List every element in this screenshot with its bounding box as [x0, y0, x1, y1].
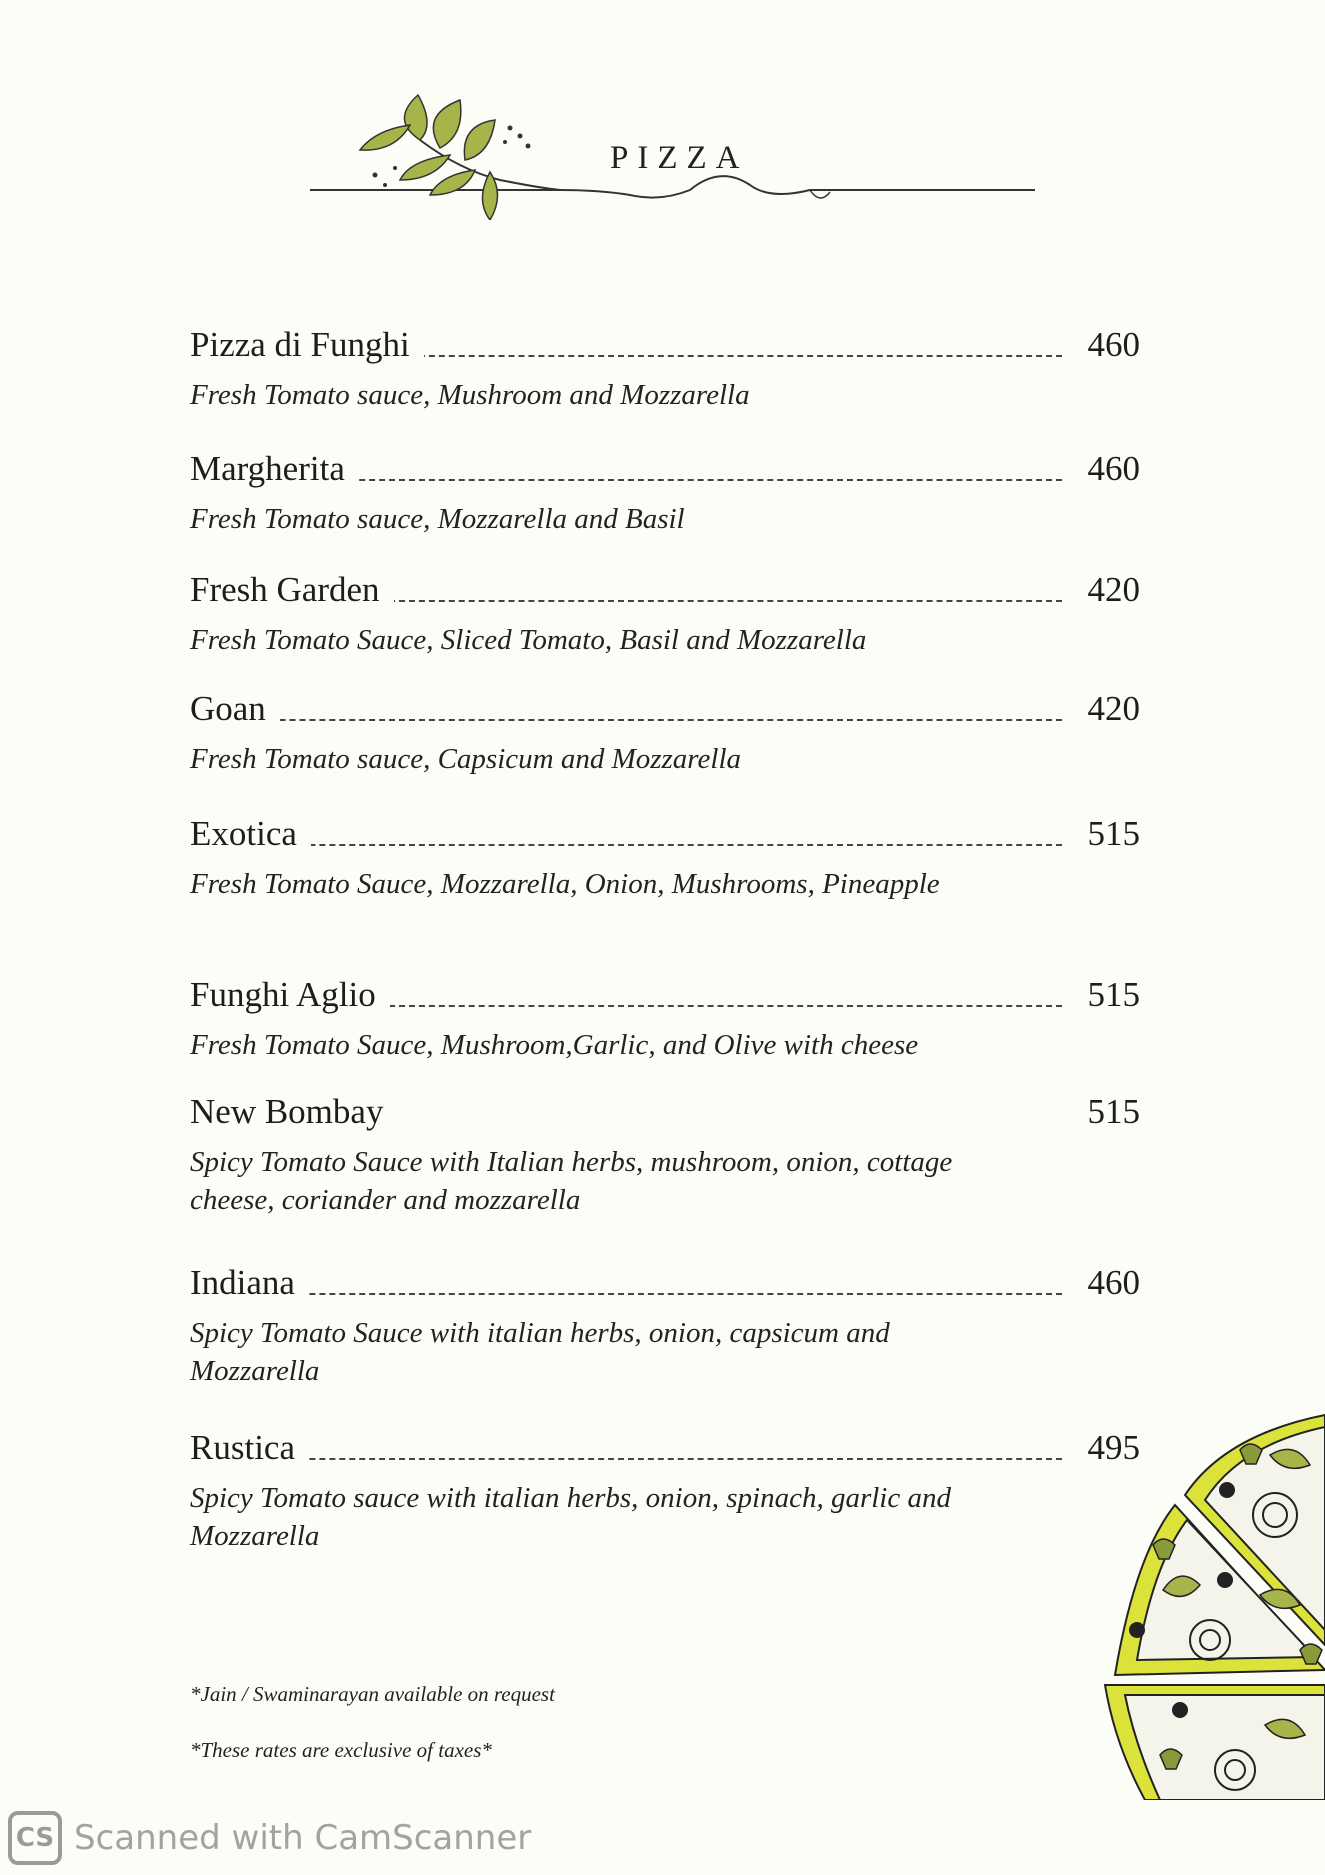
menu-item	[190, 322, 1140, 414]
menu-item	[190, 1425, 1140, 1555]
item-description: Fresh Tomato Sauce, Mozzarella, Onion, Mushrooms, Pineapple	[190, 868, 940, 900]
item-description: Fresh Tomato sauce, Capsicum and Mozzarella	[190, 743, 741, 775]
jain-note: *Jain / Swaminarayan available on request	[190, 1682, 555, 1706]
menu-item	[190, 811, 1140, 903]
item-name: Funghi Aglio	[190, 972, 390, 1018]
item-description: Spicy Tomato Sauce with italian herbs, onion, capsicum and Mozzarella	[190, 1317, 890, 1387]
item-price: 420	[1080, 567, 1141, 613]
item-description: Fresh Tomato Sauce, Sliced Tomato, Basil and Mozzarella	[190, 624, 867, 656]
item-description: Fresh Tomato sauce, Mushroom and Mozzarella	[190, 379, 750, 411]
item-description: Fresh Tomato Sauce, Mushroom,Garlic, and Olive with cheese	[190, 1029, 919, 1061]
item-price: 515	[1080, 972, 1141, 1018]
menu-item	[190, 1089, 1140, 1219]
menu-item	[190, 686, 1140, 778]
item-description: Spicy Tomato Sauce with Italian herbs, mushroom, onion, cottage cheese, coriander and mozzarella	[190, 1146, 953, 1216]
menu-item	[190, 446, 1140, 538]
item-name: Margherita	[190, 446, 359, 492]
item-name: Exotica	[190, 811, 311, 857]
item-name: Pizza di Funghi	[190, 322, 424, 368]
camscanner-logo-icon: CS	[8, 1811, 62, 1865]
camscanner-watermark	[8, 1808, 531, 1868]
item-price: 460	[1080, 446, 1141, 492]
item-price: 495	[1080, 1425, 1141, 1471]
page-title: PIZZA	[610, 140, 749, 176]
menu-item	[190, 972, 1140, 1064]
item-name: Rustica	[190, 1425, 309, 1471]
item-price: 420	[1080, 686, 1141, 732]
dotted-leader	[190, 1458, 1062, 1460]
item-description: Spicy Tomato sauce with italian herbs, onion, spinach, garlic and Mozzarella	[190, 1482, 951, 1552]
item-name: New Bombay	[190, 1089, 397, 1135]
menu-item	[190, 1260, 1140, 1390]
dotted-leader	[190, 844, 1062, 846]
tax-note: *These rates are exclusive of taxes*	[190, 1738, 492, 1762]
item-price: 460	[1080, 1260, 1141, 1306]
item-price: 515	[1080, 811, 1141, 857]
item-name: Fresh Garden	[190, 567, 394, 613]
dotted-leader	[190, 1293, 1062, 1295]
item-name: Indiana	[190, 1260, 309, 1306]
item-name: Goan	[190, 686, 280, 732]
item-price: 515	[1080, 1089, 1141, 1135]
item-price: 460	[1080, 322, 1141, 368]
item-description: Fresh Tomato sauce, Mozzarella and Basil	[190, 503, 685, 535]
menu-item	[190, 567, 1140, 659]
watermark-text: Scanned with CamScanner	[74, 1818, 532, 1858]
dotted-leader	[190, 719, 1062, 721]
